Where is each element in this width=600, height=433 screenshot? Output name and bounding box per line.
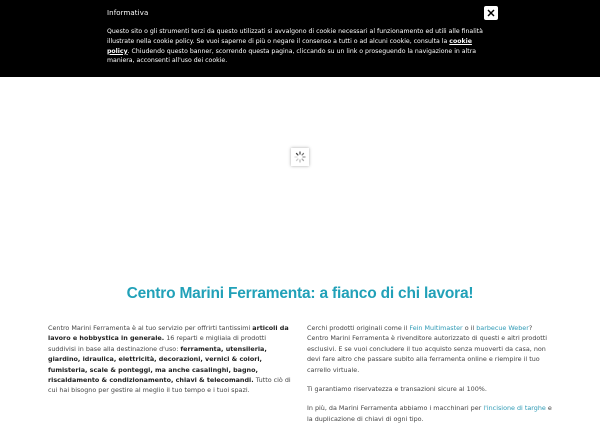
products-text-3: ? Centro Marini Ferramenta è rivenditore autorizzato di questi e altri prodotti esclusivi. E se vuoi concludere il tuo acquisto senza muoverti da casa, non devi fare altro che passare subito alla ferramenta online e riempire il tuo carrello virtuale. <box>307 324 548 374</box>
security-paragraph: Ti garantiamo riservatezza e transazioni sicure al 100%. <box>307 385 487 394</box>
cookie-text-part2: . Chiudendo questo banner, scorrendo questa pagina, cliccando su un link o proseguendo la navigazione in altra maniera, acconsenti all'uso dei cookie. <box>107 47 477 65</box>
incisione-targhe-link[interactable]: l'incisione di targhe <box>483 404 546 413</box>
cookie-banner-text <box>107 27 493 66</box>
page-headline: Centro Marini Ferramenta: a fianco di chi lavora! <box>126 285 474 302</box>
close-icon <box>487 9 495 17</box>
fein-multimaster-link[interactable]: Fein Multimaster <box>409 324 463 332</box>
services-text-2: e la duplicazione di chiavi di ogni tipo. <box>307 404 552 423</box>
products-text-2: o il <box>462 324 477 332</box>
intro-bold-categories: ferramenta, utensileria, giardino, idraulica, elettricità, decorazioni, vernici & colori, fumisteria, scale & ponteggi, ma anche casalinghi, bagno, riscaldamento & condizionamento, chiavi & telecomandi. <box>48 344 267 385</box>
intro-text-3: Tutto ciò di cui hai bisogno per gestire al meglio il tuo tempo e i tuoi spazi. <box>48 376 291 395</box>
intro-paragraph <box>48 323 293 396</box>
intro-column-left <box>48 323 293 405</box>
cookie-banner-title: Informativa <box>107 9 149 17</box>
services-text-1: In più, da Marini Ferramenta abbiamo i macchinari per <box>307 404 484 413</box>
cookie-close-button[interactable] <box>484 6 498 20</box>
intro-text-2: 16 reparti e migliaia di prodotti suddivisi in base alla destinazione d'uso: <box>48 334 267 353</box>
intro-column-right <box>307 323 553 433</box>
spinner-icon <box>294 151 306 163</box>
cookie-text-part1: Questo sito o gli strumenti terzi da questo utilizzati si avvalgono di cookie necessari al funzionamento ed utili alle finalità illustrate nella cookie policy. Se vuoi saperne di più o negare il consenso a tutti o ad alcuni cookie, consulta la <box>107 28 483 45</box>
services-paragraph <box>307 403 553 424</box>
intro-bold-1: articoli da lavoro e hobbystica in generale. <box>48 324 289 343</box>
products-paragraph <box>307 323 553 375</box>
cookie-policy-link[interactable]: cookie policy <box>107 37 472 55</box>
cookie-banner <box>0 0 600 77</box>
products-text-1: Cerchi prodotti originali come il <box>307 324 410 332</box>
loading-spinner <box>291 148 309 166</box>
barbecue-weber-link[interactable]: barbecue Weber <box>476 324 529 332</box>
intro-text-1: Centro Marini Ferramenta è al tuo servizio per offrirti tantissimi <box>48 324 253 332</box>
